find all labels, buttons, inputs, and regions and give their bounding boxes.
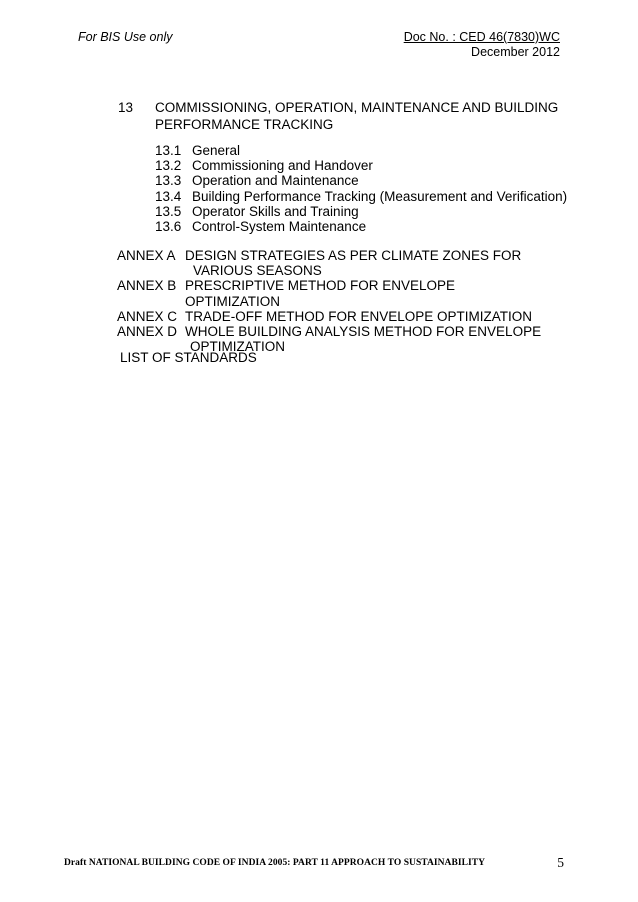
subsection-item [155, 158, 567, 173]
annex-label: ANNEX C [117, 308, 178, 324]
annex-title [185, 309, 545, 324]
annex-title-line-1: WHOLE BUILDING ANALYSIS METHOD FOR ENVELOPE [185, 324, 542, 340]
subsection-title: General [192, 143, 241, 158]
subsection-list [155, 143, 567, 234]
annex-label: ANNEX A [117, 248, 176, 263]
subsection-item [155, 173, 567, 188]
header-right [404, 30, 560, 60]
subsection-title: Commissioning and Handover [192, 158, 373, 174]
annex-title-line-1: TRADE-OFF METHOD FOR ENVELOPE OPTIMIZATION [185, 308, 533, 324]
doc-date: December 2012 [471, 45, 560, 59]
section-title-line-2: PERFORMANCE TRACKING [155, 117, 334, 132]
annex-title-line-1: PRESCRIPTIVE METHOD FOR ENVELOPE OPTIMIZATION [185, 278, 456, 309]
subsection-item [155, 204, 567, 219]
list-of-standards: LIST OF STANDARDS [120, 350, 257, 365]
annex-item-c [117, 309, 545, 324]
annex-item-a [117, 248, 545, 278]
subsection-number: 13.3 [155, 173, 182, 189]
subsection-title: Operation and Maintenance [192, 173, 359, 189]
annex-item-b [117, 278, 545, 308]
annex-list [117, 248, 545, 354]
annex-title-line-2: VARIOUS SEASONS [193, 263, 322, 279]
subsection-item [155, 143, 567, 158]
annex-title [185, 248, 545, 278]
header-left-label: For BIS Use only [78, 30, 173, 44]
subsection-item [155, 219, 567, 234]
annex-label: ANNEX B [117, 278, 177, 294]
subsection-title: Building Performance Tracking (Measurement and Verification) [192, 188, 568, 204]
subsection-number: 13.1 [155, 143, 182, 158]
annex-title [185, 278, 545, 308]
annex-title-line-2: OPTIMIZATION [190, 339, 285, 355]
section-title-line-1: COMMISSIONING, OPERATION, MAINTENANCE AND BUILDING [155, 100, 559, 115]
subsection-title: Control-System Maintenance [192, 219, 367, 235]
subsection-number: 13.4 [155, 188, 182, 204]
section-number: 13 [118, 100, 134, 115]
page-number: 5 [557, 855, 564, 870]
annex-label: ANNEX D [117, 324, 178, 340]
footer-text: Draft NATIONAL BUILDING CODE OF INDIA 2005: PART 11 APPROACH TO SUSTAINABILITY [64, 858, 486, 868]
subsection-title: Operator Skills and Training [192, 203, 359, 219]
subsection-item [155, 189, 567, 204]
subsection-number: 13.6 [155, 219, 182, 235]
subsection-number: 13.2 [155, 158, 182, 174]
doc-number: Doc No. : CED 46(7830)WC [403, 30, 560, 44]
subsection-number: 13.5 [155, 203, 182, 219]
section-title [155, 99, 575, 133]
annex-title-line-1: DESIGN STRATEGIES AS PER CLIMATE ZONES FOR [185, 248, 522, 263]
